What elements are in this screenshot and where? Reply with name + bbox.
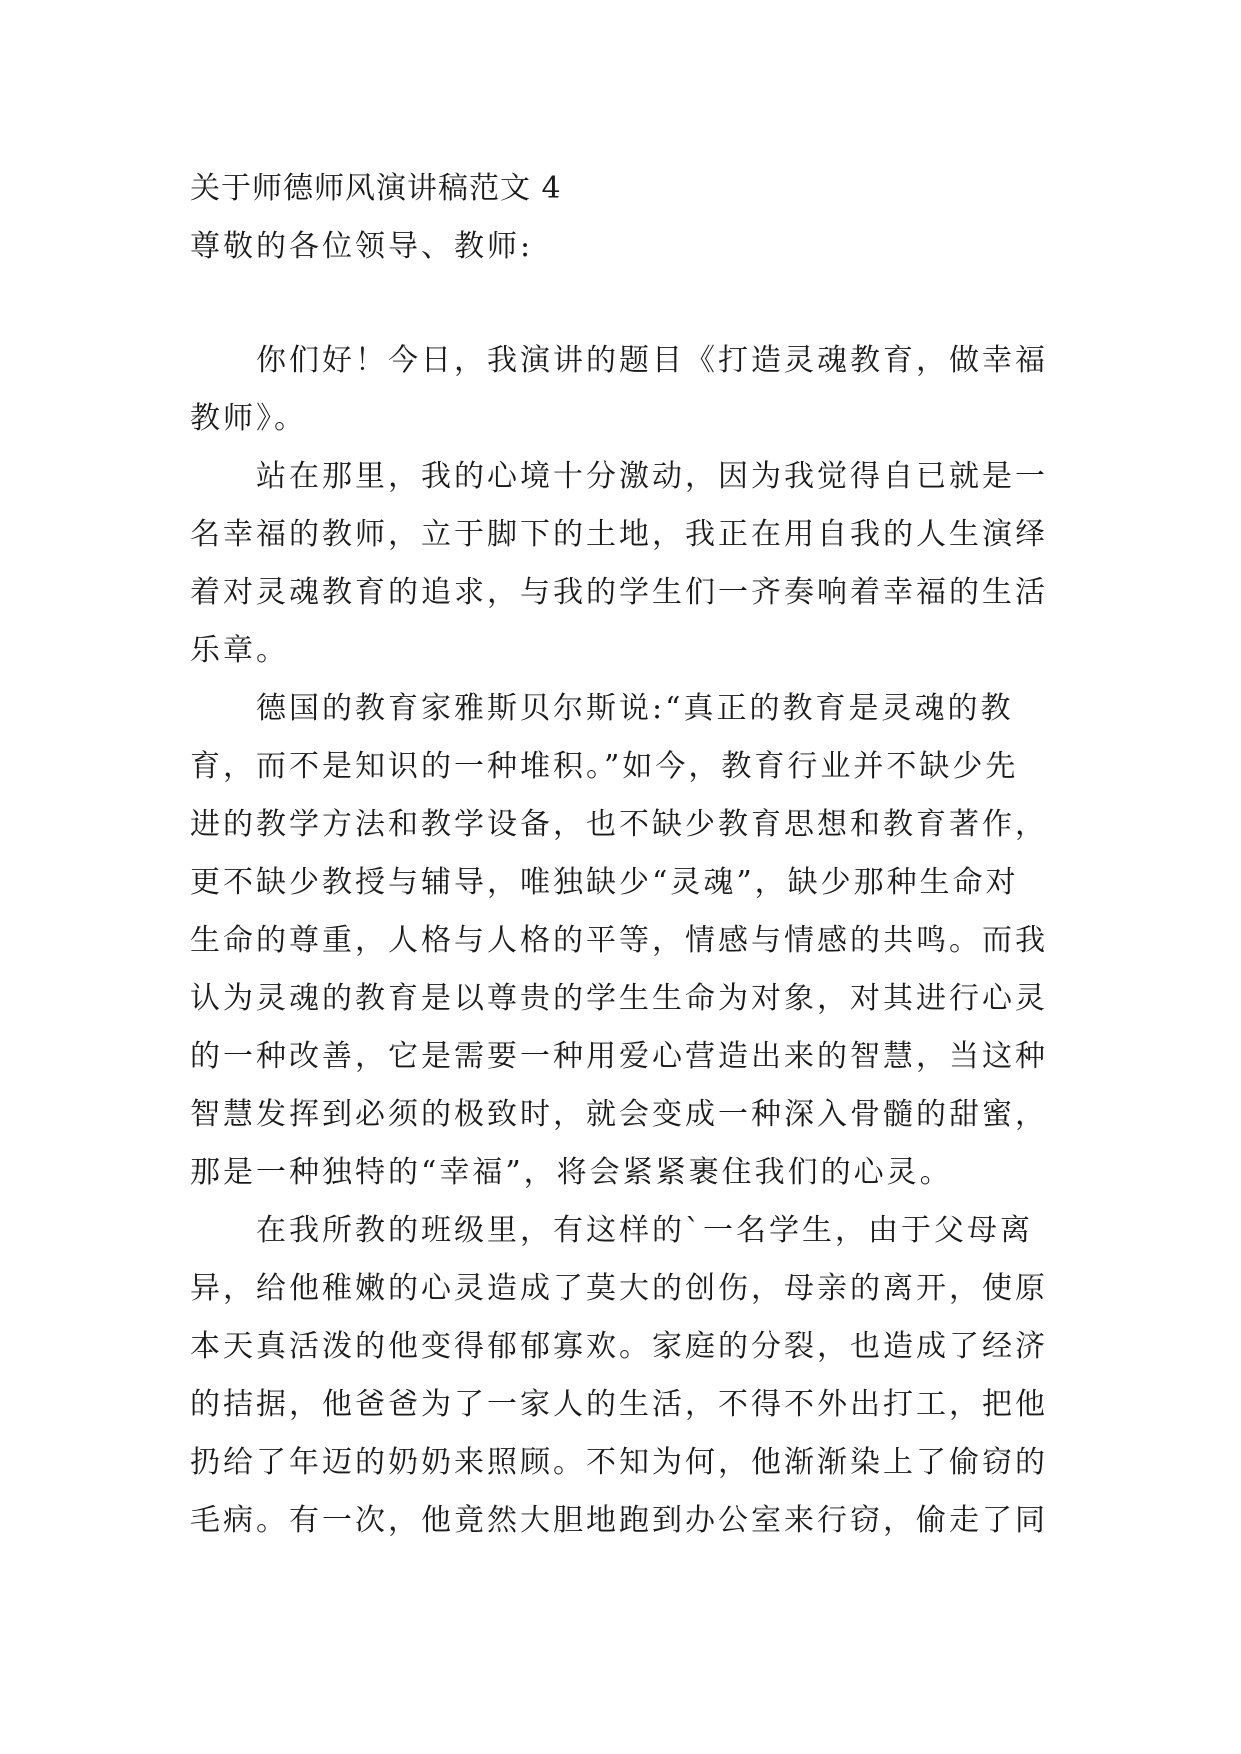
paragraph-line: 更不缺少教授与辅导，唯独缺少“灵魂”，缺少那种生命对 [190, 865, 1019, 900]
paragraph-line: 毛病。有一次，他竟然大胆地跑到办公室来行窃，偷走了同 [190, 1503, 1048, 1538]
document-title: 关于师德师风演讲稿范文 4 [190, 171, 562, 206]
paragraph-line: 名幸福的教师，立于脚下的土地，我正在用自我的人生演绎 [190, 517, 1048, 552]
paragraph-line: 育，而不是知识的一种堆积。”如今，教育行业并不缺少先 [190, 749, 1019, 784]
paragraph-line: 异，给他稚嫩的心灵造成了莫大的创伤，母亲的离开，使原 [190, 1271, 1048, 1306]
paragraph-line: 那是一种独特的“幸福”，将会紧紧裹住我们的心灵。 [190, 1155, 953, 1190]
paragraph-line: 教师》。 [190, 401, 307, 436]
paragraph-line: 着对灵魂教育的追求，与我的学生们一齐奏响着幸福的生活 [190, 575, 1048, 610]
paragraph-line: 本天真活泼的他变得郁郁寡欢。家庭的分裂，也造成了经济 [190, 1329, 1048, 1364]
paragraph-line: 乐章。 [190, 633, 289, 668]
salutation: 尊敬的各位领导、教师: [190, 229, 534, 264]
paragraph [190, 448, 1050, 680]
paragraph-line: 认为灵魂的教育是以尊贵的学生生命为对象，对其进行心灵 [190, 981, 1048, 1016]
paragraph [190, 332, 1050, 448]
paragraph-line: 智慧发挥到必须的极致时，就会变成一种深入骨髓的甜蜜， [190, 1097, 1048, 1132]
blank-line [190, 276, 1050, 332]
paragraph-line: 的一种改善，它是需要一种用爱心营造出来的智慧，当这种 [190, 1039, 1048, 1074]
paragraph-line: 德国的教育家雅斯贝尔斯说:“真正的教育是灵魂的教 [256, 691, 1014, 726]
paragraph [190, 680, 1050, 1202]
document-body [190, 160, 1050, 1550]
paragraph-line: 站在那里，我的心境十分激动，因为我觉得自已就是一 [256, 459, 1048, 494]
paragraph-line: 生命的尊重，人格与人格的平等，情感与情感的共鸣。而我 [190, 923, 1048, 958]
paragraph-line: 在我所教的班级里，有这样的`一名学生，由于父母离 [256, 1213, 1033, 1248]
paragraph-line: 的拮据，他爸爸为了一家人的生活，不得不外出打工，把他 [190, 1387, 1048, 1422]
paragraph-line: 你们好！今日，我演讲的题目《打造灵魂教育，做幸福 [256, 343, 1048, 378]
paragraph-line: 扔给了年迈的奶奶来照顾。不知为何，他渐渐染上了偷窃的 [190, 1445, 1048, 1480]
paragraph-line: 进的教学方法和教学设备，也不缺少教育思想和教育著作， [190, 807, 1048, 842]
paragraph [190, 1202, 1050, 1550]
